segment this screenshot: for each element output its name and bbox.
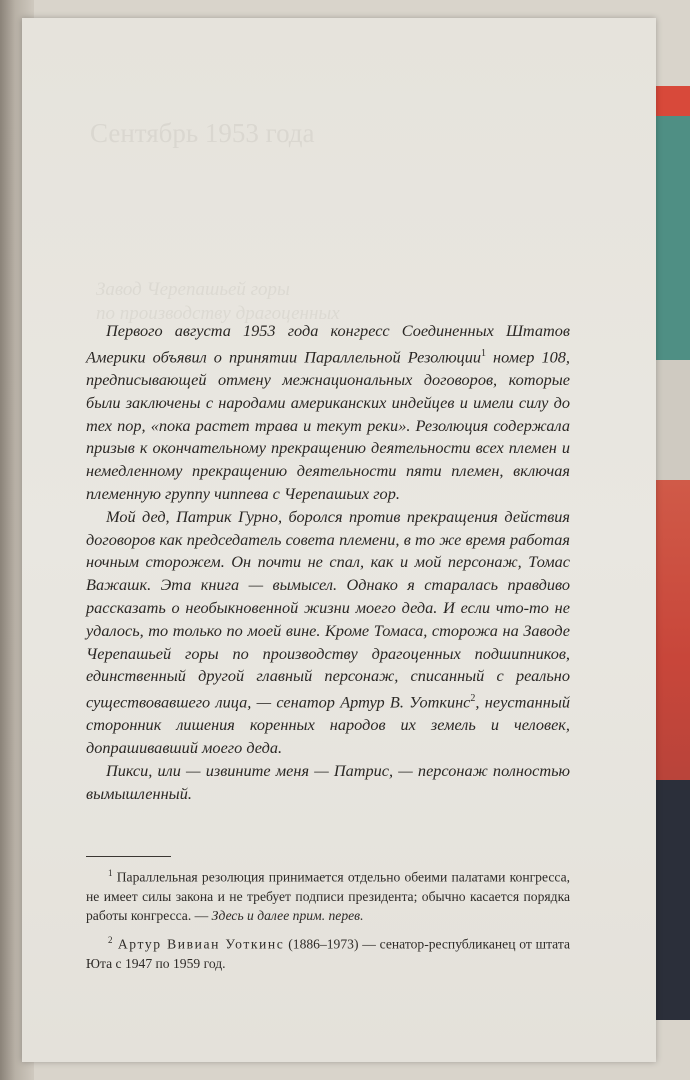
edge-strip-dark	[650, 780, 690, 1020]
bleed-through-title: Сентябрь 1953 года	[90, 118, 315, 148]
edge-strip-red2	[650, 480, 690, 780]
footnote-2-text: (1886–1973) — сенатор-республиканец от штата Юта с 1947 по 1959 год.	[86, 936, 570, 971]
main-text	[86, 320, 570, 806]
footnote-divider	[86, 856, 171, 857]
footnote-1-text: Параллельная резолюция принимается отдельно обеими палатами конгресса, не имеет силы закона и не требует подписи президента; обычно касается порядка работы конгресса. —	[86, 869, 570, 923]
footnote-2	[86, 931, 570, 973]
bleed-through-subtitle	[96, 278, 340, 326]
paragraph-2	[86, 506, 570, 760]
paragraph-1-part-a: Первого августа 1953 года конгресс Соединенных Штатов Америки объявил о принятии Параллельной Резолюции	[86, 321, 570, 367]
paragraph-2-part-a: Мой дед, Патрик Гурно, боролся против прекращения действия договоров как председатель совета племени, в то же время работая ночным сторожем. Он почти не спал, как и мой персонаж, Томас Важашк. Эта книга — вымысел. Однако я старалась правдиво рассказать о необыкновенной жизни моего деда. И если что-то не удалось, то только по моей вине. Кроме Томаса, сторожа на Заводе Черепашьей горы по производству драгоценных подшипников, единственный другой главный персонаж, списанный с реально существовавшего лица, — сенатор Артур В. Уоткинс	[86, 506, 570, 712]
edge-strip-light	[650, 360, 690, 480]
bleed-through-subtitle-line1: Завод Черепашьей горы	[96, 279, 290, 300]
edge-strip-teal	[650, 116, 690, 360]
footnote-ref-1: 1	[480, 347, 486, 359]
paragraph-1	[86, 320, 570, 506]
edge-strip-red	[650, 86, 690, 116]
footnote-2-mark: 2	[108, 935, 113, 946]
bleed-through-subtitle-line2: по производству драгоценных	[96, 303, 340, 324]
footnote-1	[86, 864, 570, 925]
paragraph-1-part-b: номер 108, предписывающей отмену межнациональных договоров, которые были заключены с народами американских индейцев и имели силу до тех пор, «пока растет трава и текут реки». Резолюция содержала призыв к окончательному прекращению деятельности всех племен и немедленному прекращению деятельности пяти племен, включая племенную группу чиппева с Черепашьих гор.	[86, 347, 570, 503]
footnote-1-mark: 1	[108, 868, 113, 878]
paragraph-2-part-b: , неустанный сторонник лишения коренных народов их земель и человек, допрашивавший моего деда.	[86, 692, 570, 758]
footnotes	[86, 864, 570, 979]
footnote-ref-2: 2	[470, 693, 476, 705]
footnote-2-name: Артур Вивиан Уоткинс	[112, 936, 285, 952]
paragraph-3: Пикси, или — извините меня — Патрис, — персонаж полностью вымышленный.	[86, 760, 570, 803]
footnote-1-italic: Здесь и далее прим. перев.	[211, 907, 364, 923]
